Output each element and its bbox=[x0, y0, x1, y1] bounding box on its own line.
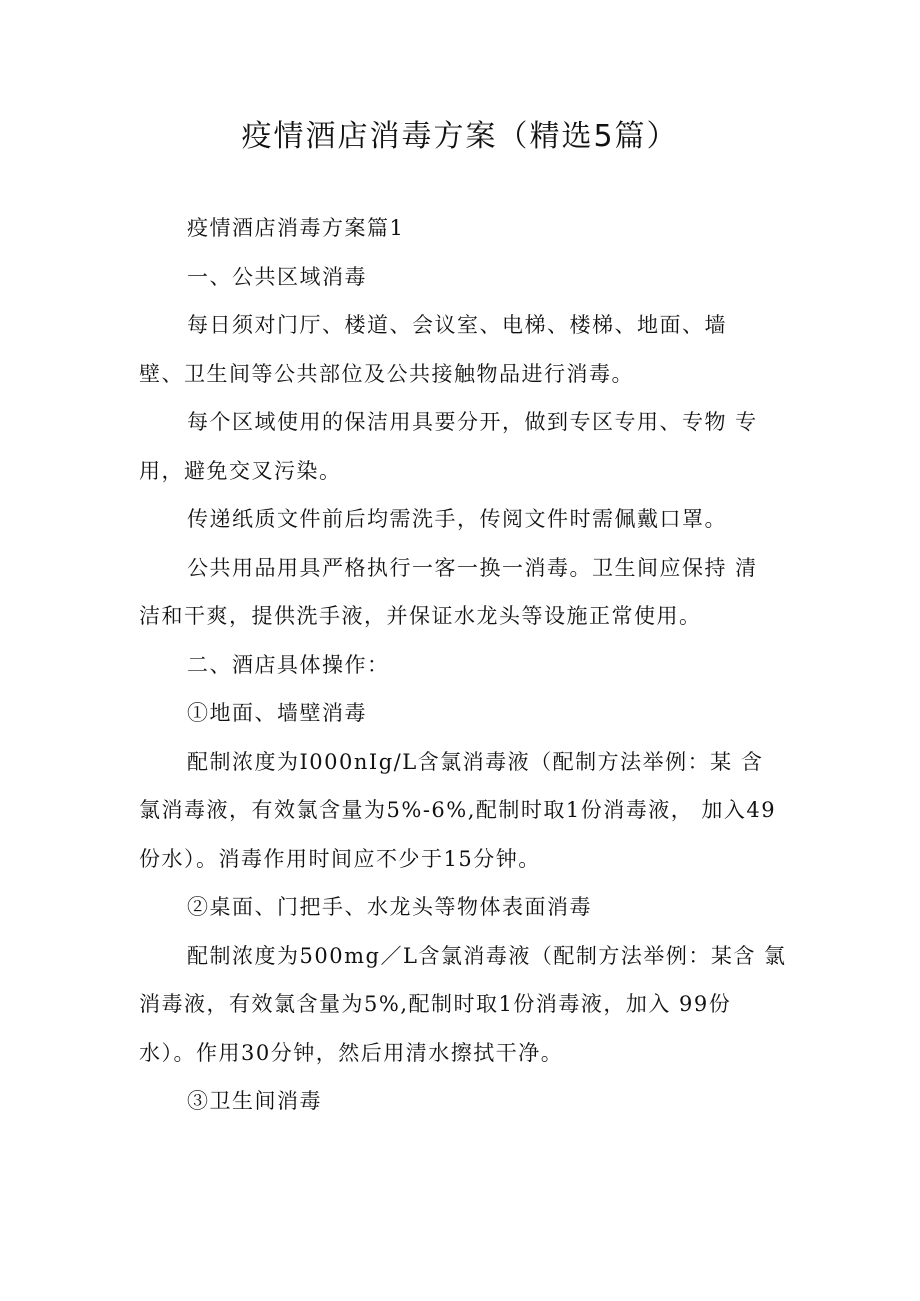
paragraph-line: 水）。作用30分钟，然后用清水擦拭干净。 bbox=[139, 1040, 564, 1065]
paragraph-line: 氯消毒液，有效氯含量为5%-6%,配制时取1份消毒液， 加入49 bbox=[139, 798, 777, 822]
section-heading-public-areas: 一、公共区域消毒 bbox=[187, 264, 367, 289]
paragraph-line: 消毒液，有效氯含量为5%,配制时取1份消毒液，加入 99份 bbox=[139, 992, 732, 1016]
section-heading-hotel-operations: 二、酒店具体操作： bbox=[187, 652, 390, 677]
section-heading-article-1: 疫情酒店消毒方案篇1 bbox=[187, 216, 405, 240]
subheading-floor-wall: ①地面、墙壁消毒 bbox=[187, 701, 367, 725]
paragraph-line: 传递纸质文件前后均需洗手，传阅文件时需佩戴口罩。 bbox=[187, 507, 727, 531]
document-title: 疫情酒店消毒方案（精选5篇） bbox=[241, 119, 679, 154]
paragraph-line: 洁和干爽，提供洗手液，并保证水龙头等设施正常使用。 bbox=[139, 604, 702, 628]
paragraph-line: 公共用品用具严格执行一客一换一消毒。卫生间应保持 清 bbox=[187, 555, 758, 580]
subheading-restroom: ③卫生间消毒 bbox=[187, 1089, 322, 1113]
paragraph-line: 壁、卫生间等公共部位及公共接触物品进行消毒。 bbox=[139, 361, 634, 386]
document-body bbox=[139, 204, 789, 1126]
paragraph-line: 份水）。消毒作用时间应不少于15分钟。 bbox=[139, 846, 541, 871]
paragraph-line: 配制浓度为I000nIg/L含氯消毒液（配制方法举例：某 含 bbox=[187, 749, 764, 774]
paragraph-line: 配制浓度为500mg／L含氯消毒液（配制方法举例：某含 氯 bbox=[187, 943, 787, 968]
subheading-surfaces: ②桌面、门把手、水龙头等物体表面消毒 bbox=[187, 895, 592, 919]
paragraph-line: 每个区域使用的保洁用具要分开，做到专区专用、专物 专 bbox=[187, 410, 758, 434]
paragraph-line: 每日须对门厅、楼道、会议室、电梯、楼梯、地面、墙 bbox=[187, 313, 727, 337]
paragraph-line: 用，避免交叉污染。 bbox=[139, 458, 342, 483]
